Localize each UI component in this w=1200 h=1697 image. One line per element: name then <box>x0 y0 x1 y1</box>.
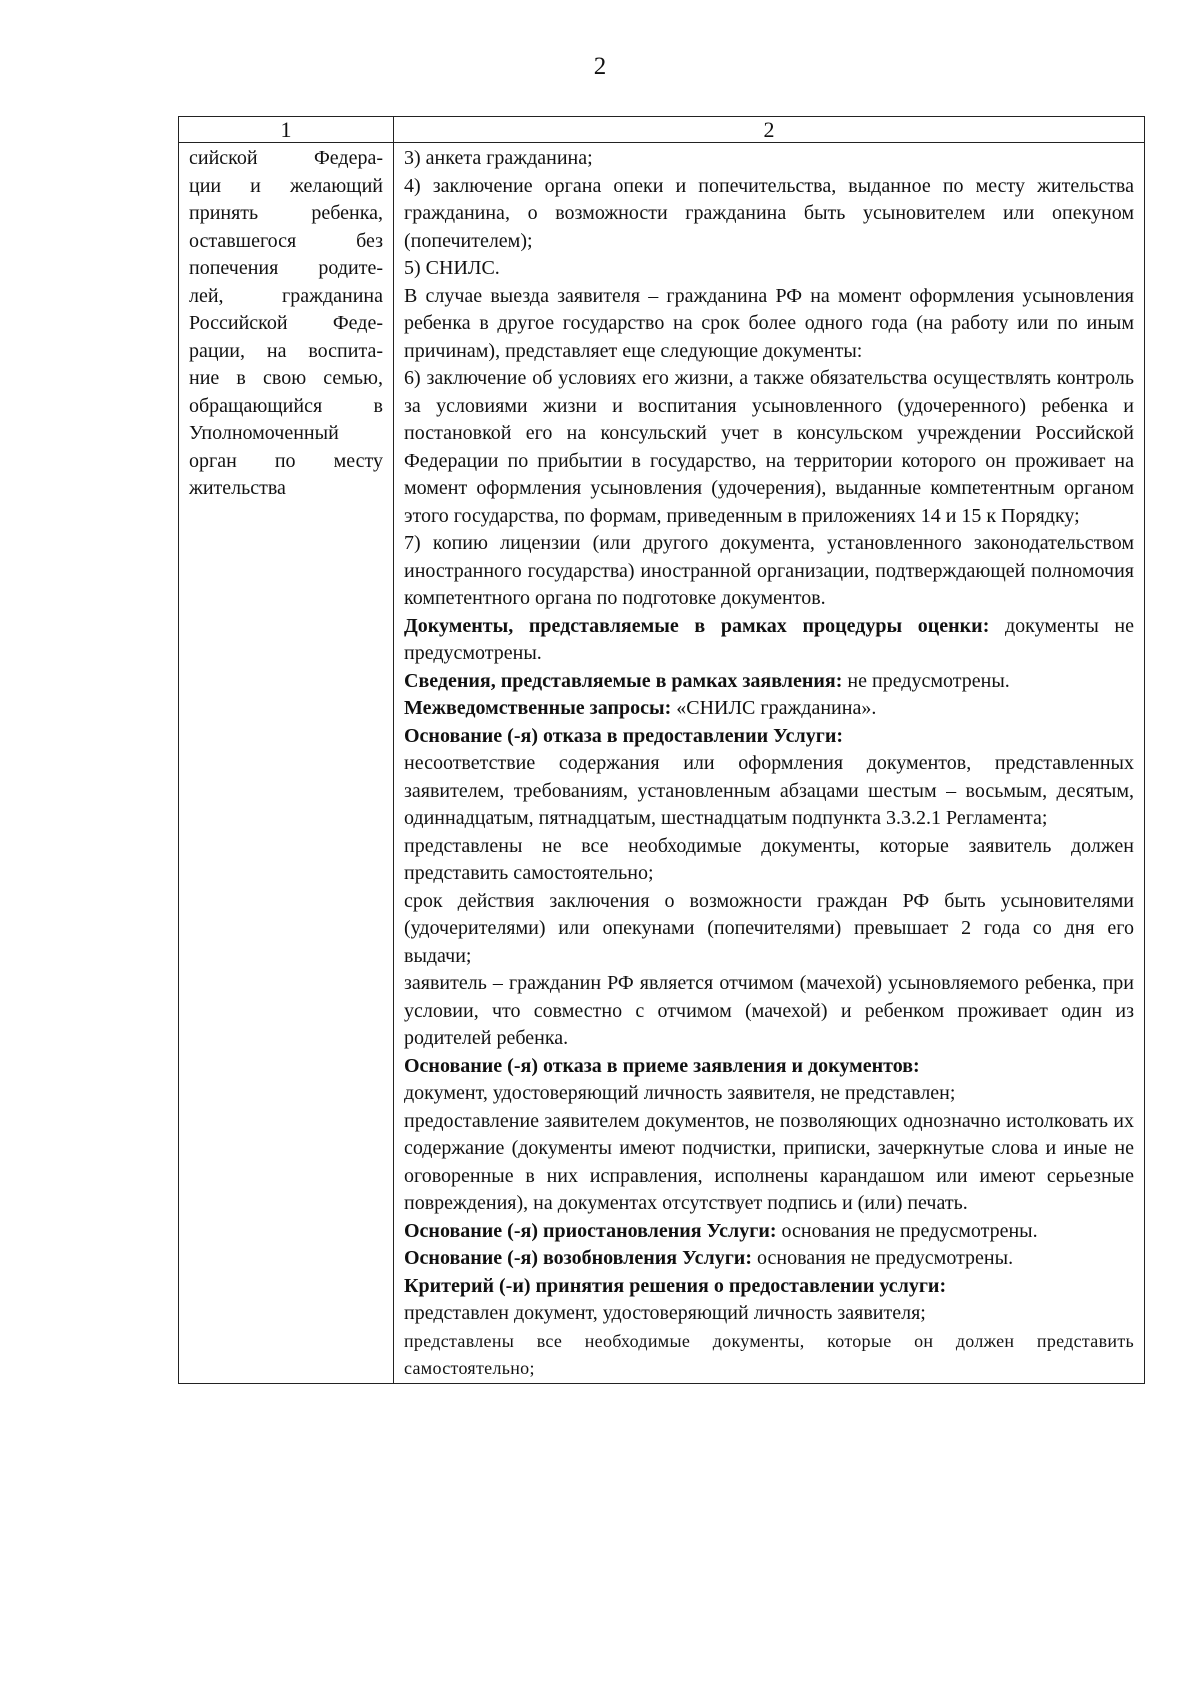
paragraph-text: заявитель – гражданин РФ является отчимом (мачехой) усыновляемого ребенка, при условии, что совместно с отчимом (мачехой) и ребенком проживает один из родителей ребенка. <box>404 972 1134 1049</box>
section-heading: Основание (-я) отказа в предоставлении Услуги: <box>404 724 844 747</box>
documents-and-grounds-cell <box>394 143 1145 1384</box>
section-paragraph <box>404 1245 1134 1273</box>
applicant-text-line: попечения родите- <box>189 257 383 279</box>
applicant-text-line: сийской Федера- <box>189 147 383 169</box>
section-paragraph <box>404 668 1134 696</box>
section-heading: Основание (-я) приостановления Услуги: <box>404 1219 777 1242</box>
paragraph-text: представлены все необходимые документы, которые он должен представить самостоятельно; <box>404 1330 1134 1378</box>
paragraph-text: представлен документ, удостоверяющий личность заявителя; <box>404 1302 926 1324</box>
paragraph-text: предоставление заявителем документов, не позволяющих однозначно истолковать их содержание (документы имеют подчистки, приписки, зачеркнутые слова и иные не оговоренные в них исправления, исполнены карандашом или имеют серьезные повреждения), на документах отсутствует подпись и (или) печать. <box>404 1109 1134 1214</box>
paragraph-text: 5) СНИЛС. <box>404 257 500 279</box>
applicant-text-line: жительства <box>189 477 286 499</box>
section-paragraph <box>404 723 1134 751</box>
paragraph-text: В случае выезда заявителя – гражданина РФ на момент оформления усыновления ребенка в другое государство на срок более одного года (на работу или по иным причинам), представляет еще следующие документы: <box>404 284 1134 362</box>
list-item <box>404 255 1134 283</box>
applicant-text-line: обращающийся в <box>189 394 383 417</box>
list-item <box>404 1108 1134 1218</box>
list-item <box>404 365 1134 530</box>
section-heading: Основание (-я) возобновления Услуги: <box>404 1247 752 1269</box>
list-item <box>404 173 1134 256</box>
column-header-2: 2 <box>394 117 1145 143</box>
table-header-row <box>179 117 1145 143</box>
list-item <box>404 145 1134 173</box>
applicant-text-line: оставшегося без <box>189 229 383 252</box>
paragraph-text: основания не предусмотрены. <box>751 1247 1014 1269</box>
applicant-text-line: Уполномоченный <box>189 422 339 444</box>
applicant-text-line: орган по месту <box>189 449 383 472</box>
paragraph-text: срок действия заключения о возможности граждан РФ быть усыновителями (удочерителями) или опекунами (попечителями) превышает 2 года со дня его выдачи; <box>404 889 1134 967</box>
applicant-text-line: рации, на воспита- <box>189 339 383 362</box>
paragraph-text: не предусмотрены. <box>842 669 1010 692</box>
applicant-category-cell <box>179 143 394 1384</box>
list-item <box>404 888 1134 971</box>
list-item <box>404 283 1134 366</box>
paragraph-text: 7) копию лицензии (или другого документа, установленного законодательством иностранного государства) иностранной организации, подтверждающей полномочия компетентного органа по подготовке документов. <box>404 532 1134 609</box>
list-item <box>404 833 1134 888</box>
document-table <box>178 116 1145 1384</box>
page-number: 2 <box>593 53 607 80</box>
section-paragraph <box>404 1273 1134 1301</box>
paragraph-text: представлены не все необходимые документы, которые заявитель должен представить самостоятельно; <box>404 834 1134 884</box>
applicant-text-line: принять ребенка, <box>189 202 383 224</box>
paragraph-text: «СНИЛС гражданина». <box>671 697 877 719</box>
section-heading: Документы, представляемые в рамках процедуры оценки: <box>404 614 990 637</box>
paragraph-text: 4) заключение органа опеки и попечительства, выданное по месту жительства гражданина, о возможности гражданина быть усыновителем или опекуном (попечителем); <box>404 174 1134 252</box>
list-item <box>404 1328 1134 1383</box>
section-heading: Основание (-я) отказа в приеме заявления и документов: <box>404 1054 920 1077</box>
section-paragraph <box>404 1053 1134 1081</box>
section-paragraph <box>404 695 1134 723</box>
paragraph-text: документ, удостоверяющий личность заявителя, не представлен; <box>404 1082 956 1104</box>
section-paragraph <box>404 1218 1134 1246</box>
list-item <box>404 970 1134 1053</box>
table-row <box>179 143 1145 1384</box>
applicant-text-line: Российской Феде- <box>189 312 383 334</box>
list-item <box>404 750 1134 833</box>
paragraph-text: 6) заключение об условиях его жизни, а также обязательства осуществлять контроль за условиями жизни и воспитания усыновленного (удочеренного) ребенка и постановкой его на консульский учет в консульском учреждении Российской Федерации по прибытии в государство, на территории которого он проживает на момент оформления усыновления (удочерения), выданные компетентным органом этого государства, по формам, приведенным в приложениях 14 и 15 к Порядку; <box>404 367 1134 527</box>
list-item <box>404 1300 1134 1328</box>
section-paragraph <box>404 613 1134 668</box>
column-header-1: 1 <box>179 117 394 143</box>
applicant-text-line: ции и желающий <box>189 174 383 197</box>
paragraph-text: документы не предусмотрены. <box>404 614 1134 664</box>
paragraph-text: 3) анкета гражданина; <box>404 147 593 169</box>
applicant-text-line: ние в свою семью, <box>189 367 383 389</box>
section-heading: Сведения, представляемые в рамках заявления: <box>404 669 843 692</box>
list-item <box>404 530 1134 613</box>
section-heading: Межведомственные запросы: <box>404 697 672 719</box>
paragraph-text: несоответствие содержания или оформления документов, представленных заявителем, требованиям, установленным абзацами шестым – восьмым, десятым, одиннадцатым, пятнадцатым, шестнадцатым подпункта 3.3.2.1 Регламента; <box>404 752 1134 829</box>
list-item <box>404 1080 1134 1108</box>
paragraph-text: основания не предусмотрены. <box>776 1219 1038 1242</box>
section-heading: Критерий (-и) принятия решения о предоставлении услуги: <box>404 1274 947 1297</box>
applicant-text-line: лей, гражданина <box>189 284 383 307</box>
